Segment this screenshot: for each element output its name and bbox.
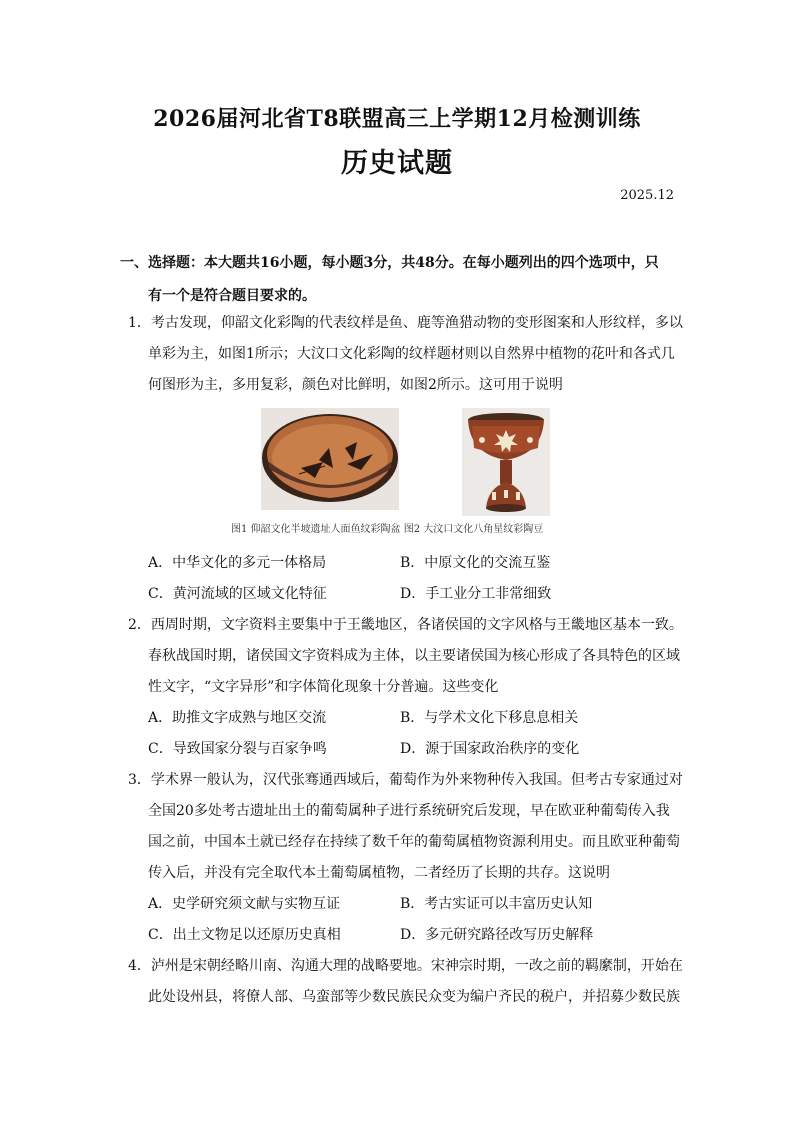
subject-title: 历史试题	[341, 148, 453, 179]
q2-option-c: C．导致国家分裂与百家争鸣	[148, 741, 327, 757]
q3-option-b: B．考古实证可以丰富历史认知	[400, 896, 593, 912]
q3-line1: 3．学术界一般认为，汉代张骞通西域后，葡萄作为外来物种传入我国。但考古专家通过对	[128, 772, 683, 788]
q2-option-a: A．助推文字成熟与地区交流	[148, 710, 327, 726]
section-heading-line1: 一、选择题：本大题共16小题，每小题3分，共48分。在每小题列出的四个选项中，只	[120, 255, 659, 271]
q2-line1: 2．西周时期，文字资料主要集中于王畿地区，各诸侯国的文字风格与王畿地区基本一致。	[128, 617, 683, 633]
q3-line4: 传入后，并没有完全取代本土葡萄属植物，二者经历了长期的共存。这说明	[148, 865, 610, 881]
q1-option-b: B．中原文化的交流互鉴	[400, 555, 551, 571]
q1-line3: 何图形为主，多用复彩，颜色对比鲜明，如图2所示。这可用于说明	[148, 377, 563, 393]
figure2-pottery-dou	[462, 408, 550, 516]
section-heading-line2: 有一个是符合题目要求的。	[148, 288, 316, 304]
q3-line3: 国之前，中国本土就已经存在持续了数千年的葡萄属植物资源利用史。而且欧亚种葡萄	[148, 834, 680, 850]
figure1-pottery-basin	[261, 408, 399, 510]
q1-option-d: D．手工业分工非常细致	[400, 586, 552, 602]
q2-line3: 性文字，“文字异形”和字体简化现象十分普遍。这些变化	[148, 679, 499, 695]
q3-option-d: D．多元研究路径改写历史解释	[400, 927, 594, 943]
q3-option-a: A．史学研究须文献与实物互证	[148, 896, 341, 912]
q1-option-c: C．黄河流域的区域文化特征	[148, 586, 327, 602]
q2-option-b: B．与学术文化下移息息相关	[400, 710, 579, 726]
q4-line2: 此处设州县，将僚人部、乌蛮部等少数民族民众变为编户齐民的税户，并招募少数民族	[148, 989, 680, 1005]
exam-title: 2026届河北省T8联盟高三上学期12月检测训练	[153, 106, 641, 132]
q2-line2: 春秋战国时期，诸侯国文字资料成为主体，以主要诸侯国为核心形成了各具特色的区域	[148, 648, 680, 664]
q1-option-a: A．中华文化的多元一体格局	[148, 555, 327, 571]
q1-line1: 1．考古发现，仰韶文化彩陶的代表纹样是鱼、鹿等渔猎动物的变形图案和人形纹样，多以	[128, 315, 683, 331]
q3-line2: 全国20多处考古遗址出土的葡萄属种子进行系统研究后发现，早在欧亚种葡萄传入我	[148, 803, 670, 819]
q1-line2: 单彩为主，如图1所示；大汶口文化彩陶的纹样题材则以自然界中植物的花叶和各式几	[148, 346, 675, 362]
exam-date: 2025.12	[620, 188, 674, 203]
figure-captions: 图1 仰韶文化半坡遗址人面鱼纹彩陶盆 图2 大汶口文化八角星纹彩陶豆	[231, 524, 544, 535]
section-heading	[120, 247, 680, 313]
q3-option-c: C．出土文物足以还原历史真相	[148, 927, 341, 943]
q4-line1: 4．泸州是宋朝经略川南、沟通大理的战略要地。宋神宗时期，一改之前的羁縻制，开始在	[128, 958, 683, 974]
q2-option-d: D．源于国家政治秩序的变化	[400, 741, 580, 757]
